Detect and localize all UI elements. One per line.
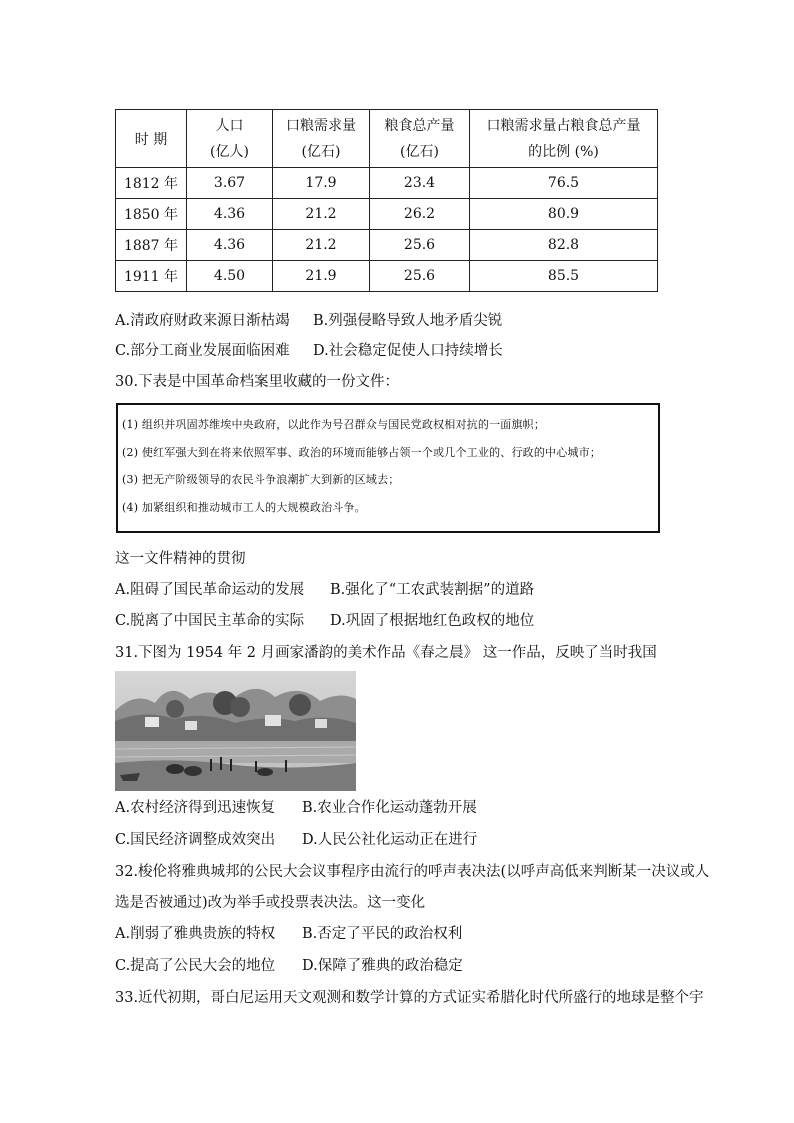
spring-morning-painting	[115, 671, 356, 791]
q31-option-a: A.农村经济得到迅速恢复	[115, 800, 276, 816]
cell-ratio: 85.5	[470, 261, 658, 292]
q31-stem: 31.下图为 1954 年 2 月画家潘韵的美术作品《春之晨》 这一作品，反映了当时我国	[115, 645, 657, 661]
doc-line-4: (4) 加紧组织和推动城市工人的大规模政治斗争。	[122, 501, 366, 514]
cell-period: 1911 年	[116, 261, 187, 292]
q30-stem: 30.下表是中国革命档案里收藏的一份文件：	[115, 374, 400, 390]
cell-period: 1850 年	[116, 199, 187, 230]
cell-demand: 21.9	[273, 261, 370, 292]
header-population: 人口 (亿人)	[187, 110, 273, 168]
q30-option-c: C.脱离了中国民主革命的实际	[115, 613, 305, 629]
q31-option-d: D.人民公社化运动正在进行	[302, 832, 478, 848]
q30-option-a: A.阻碍了国民革命运动的发展	[115, 582, 305, 598]
cell-ratio: 82.8	[470, 230, 658, 261]
header-period: 时 期	[116, 110, 187, 168]
archive-document-box	[116, 403, 660, 533]
q29-option-a: A.清政府财政来源日渐枯竭	[115, 313, 290, 329]
table-row	[116, 261, 658, 292]
q32-option-a: A.削弱了雅典贵族的特权	[115, 926, 276, 942]
cell-population: 4.50	[187, 261, 273, 292]
q30-option-b: B.强化了“工农武装割据”的道路	[330, 582, 535, 598]
doc-line-1: (1) 组织并巩固苏维埃中央政府，以此作为号召群众与国民党政权相对抗的一面旗帜；	[122, 418, 546, 431]
table-header-row	[116, 110, 658, 168]
cell-population: 3.67	[187, 168, 273, 199]
cell-demand: 21.2	[273, 199, 370, 230]
cell-period: 1812 年	[116, 168, 187, 199]
cell-output: 23.4	[370, 168, 470, 199]
population-grain-table	[115, 109, 658, 292]
q31-option-c: C.国民经济调整成效突出	[115, 832, 276, 848]
q29-option-d: D.社会稳定促使人口持续增长	[313, 343, 503, 359]
q33-stem-line1: 33.近代初期，哥白尼运用天文观测和数学计算的方式证实希腊化时代所盛行的地球是整个宇	[115, 990, 704, 1006]
cell-ratio: 76.5	[470, 168, 658, 199]
q29-option-c: C.部分工商业发展面临困难	[115, 343, 290, 359]
header-grain-output: 粮食总产量 (亿石)	[370, 110, 470, 168]
cell-output: 26.2	[370, 199, 470, 230]
q30-option-d: D.巩固了根据地红色政权的地位	[330, 613, 535, 629]
q32-option-c: C.提高了公民大会的地位	[115, 958, 276, 974]
q32-option-b: B.否定了平民的政治权利	[302, 926, 463, 942]
header-ration-demand: 口粮需求量 (亿石)	[273, 110, 370, 168]
cell-output: 25.6	[370, 261, 470, 292]
q31-option-b: B.农业合作化运动蓬勃开展	[302, 800, 477, 816]
q32-option-d: D.保障了雅典的政治稳定	[302, 958, 463, 974]
table-row	[116, 199, 658, 230]
cell-demand: 21.2	[273, 230, 370, 261]
cell-demand: 17.9	[273, 168, 370, 199]
cell-population: 4.36	[187, 199, 273, 230]
cell-output: 25.6	[370, 230, 470, 261]
doc-line-2: (2) 使红军强大到在将来依照军事、政治的环境而能够占领一个或几个工业的、行政的中心城市；	[122, 446, 602, 459]
cell-period: 1887 年	[116, 230, 187, 261]
q32-stem-line1: 32.梭伦将雅典城邦的公民大会议事程序由流行的呼声表决法(以呼声高低来判断某一决议或人	[115, 864, 710, 880]
cell-population: 4.36	[187, 230, 273, 261]
table-row	[116, 230, 658, 261]
q32-stem-line2: 选是否被通过)改为举手或投票表决法。这一变化	[115, 895, 426, 911]
cell-ratio: 80.9	[470, 199, 658, 230]
table-row	[116, 168, 658, 199]
q29-option-b: B.列强侵略导致人地矛盾尖锐	[313, 313, 503, 329]
q30-stem2: 这一文件精神的贯彻	[115, 551, 246, 567]
header-ratio: 口粮需求量占粮食总产量 的比例 (%)	[470, 110, 658, 168]
doc-line-3: (3) 把无产阶级领导的农民斗争浪潮扩大到新的区域去；	[122, 473, 400, 486]
